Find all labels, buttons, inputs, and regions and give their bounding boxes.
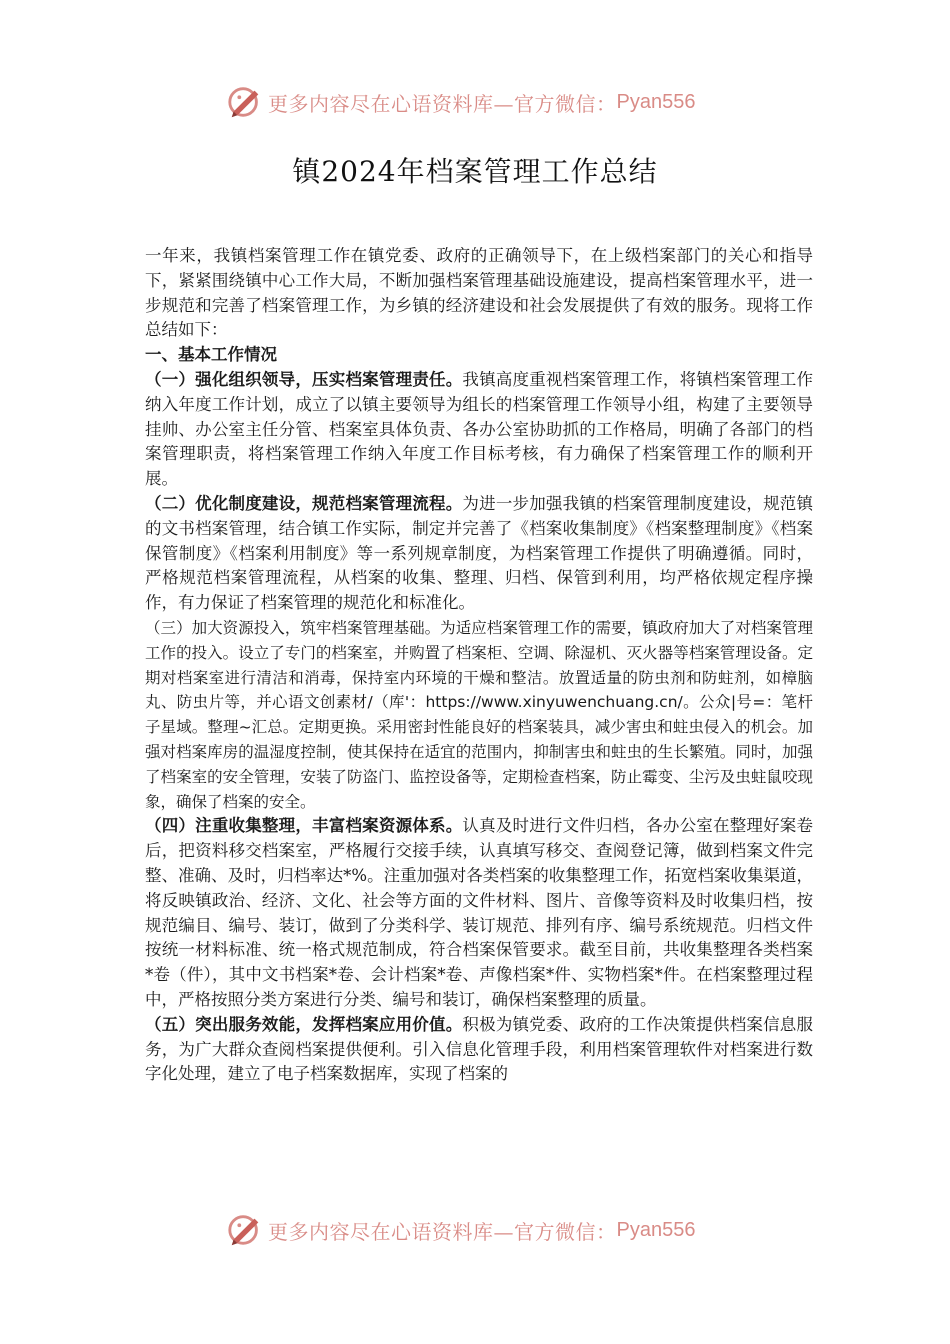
document-title: 镇2024年档案管理工作总结: [292, 155, 658, 188]
paragraph-1: [145, 368, 813, 492]
section-heading: 一、基本工作情况: [145, 345, 277, 365]
pen-logo-icon: [226, 83, 264, 121]
paragraph-1-lead: （一）强化组织领导，压实档案管理责任。: [145, 369, 463, 389]
watermark-wechat-id: Pyan556: [616, 1218, 696, 1241]
paragraph-2-text: 为进一步加强我镇的档案管理制度建设，规范镇的文书档案管理，结合镇工作实际，制定并完善了《档案收集制度》《档案整理制度》《档案保管制度》《档案利用制度》等一系列规章制度，为档案管理工作提供了明确遵循。同时，严格规范档案管理流程，从档案的收集、整理、归档、保管到利用，均严格依规定程序操作，有力保证了档案管理的规范化和标准化。: [145, 493, 814, 613]
document-body: [145, 244, 813, 1087]
paragraph-5-text: 积极为镇党委、政府的工作决策提供档案信息服务，为广大群众查阅档案提供便利。引入信息化管理手段，利用档案管理软件对档案进行数字化处理，建立了电子档案数据库，实现了档案的: [145, 1014, 814, 1084]
intro-paragraph: 一年来，我镇档案管理工作在镇党委、政府的正确领导下，在上级档案部门的关心和指导下，紧紧围绕镇中心工作大局，不断加强档案管理基础设施建设，提高档案管理水平，进一步规范和完善了档案管理工作，为乡镇的经济建设和社会发展提供了有效的服务。现将工作总结如下：: [145, 246, 813, 340]
paragraph-5: [145, 1013, 813, 1087]
paragraph-4-lead: （四）注重收集整理，丰富档案资源体系。: [145, 816, 463, 836]
watermark-footer: [226, 1210, 695, 1250]
paragraph-4: [145, 814, 813, 1012]
watermark-header: [226, 82, 695, 122]
watermark-text: 更多内容尽在心语资料库—官方微信：: [268, 1219, 617, 1244]
paragraph-5-lead: （五）突出服务效能，发挥档案应用价值。: [145, 1014, 463, 1034]
paragraph-4-text: 认真及时进行文件归档，各办公室在整理好案卷后，把资料移交档案室，严格履行交接手续，认真填写移交、查阅登记簿，做到档案文件完整、准确、及时，归档率达*%。注重加强对各类档案的收集整理工作，拓宽档案收集渠道，将反映镇政治、经济、文化、社会等方面的文件材料、图片、音像等资料及时收集归档，按规范编目、编号、装订，做到了分类科学、装订规范、排列有序、编号系统规范。归档文件按统一材料标准、统一格式规范制成，符合档案保管要求。截至目前，共收集整理各类档案*卷（件），其中文书档案*卷、会计档案*卷、声像档案*件、实物档案*件。在档案整理过程中，严格按照分类方案进行分类、编号和装订，确保档案整理的质量。: [145, 816, 814, 1009]
watermark-wechat-id: Pyan556: [616, 90, 696, 113]
paragraph-1-text: 我镇高度重视档案管理工作，将镇档案管理工作纳入年度工作计划，成立了以镇主要领导为组长的档案管理工作领导小组，构建了主要领导挂帅、办公室主任分管、档案室具体负责、各办公室协助抓的工作格局，明确了各部门的档案管理职责，将档案管理工作纳入年度工作目标考核，有力确保了档案管理工作的顺利开展。: [145, 369, 814, 489]
pen-logo-icon: [226, 1211, 264, 1249]
paragraph-3: （三）加大资源投入，筑牢档案管理基础。为适应档案管理工作的需要，镇政府加大了对档案管理工作的投入。设立了专门的档案室，并购置了档案柜、空调、除湿机、灭火器等档案管理设备。定期对档案室进行清洁和消毒，保持室内环境的干燥和整洁。放置适量的防虫剂和防蛀剂，如樟脑丸、防虫片等，并心语文创素材/（库'：https://www.xinyuwenchuang.cn/。公众|号=：笔杆子星域。整理~汇总。定期更换。采用密封性能良好的档案装具，减少害虫和蛀虫侵入的机会。加强对档案库房的温湿度控制，使其保持在适宜的范围内，抑制害虫和蛀虫的生长繁殖。同时，加强了档案室的安全管理，安装了防盗门、监控设备等，定期检查档案，防止霉变、尘污及虫蛀鼠咬现象，确保了档案的安全。: [145, 618, 813, 811]
paragraph-2: [145, 492, 813, 616]
watermark-text: 更多内容尽在心语资料库—官方微信：: [268, 91, 617, 116]
paragraph-2-lead: （二）优化制度建设，规范档案管理流程。: [145, 493, 463, 513]
